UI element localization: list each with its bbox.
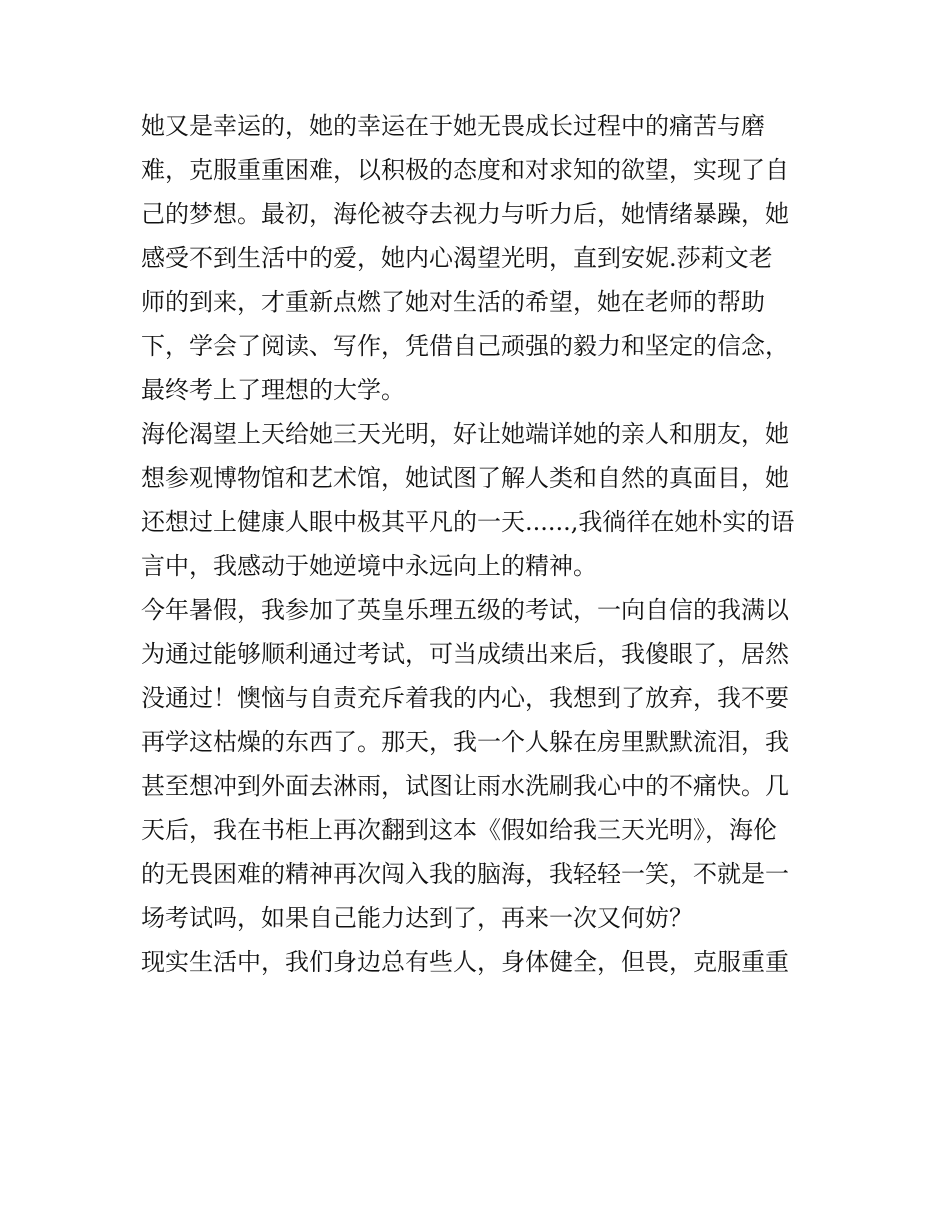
text-line-15: 再学这枯燥的东西了。那天，我一个人躲在房里默默流泪，我 [141, 728, 789, 756]
text-line-18: 的无畏困难的精神再次闯入我的脑海，我轻轻一笑，不就是一 [141, 860, 789, 888]
text-line-19: 场考试吗，如果自己能力达到了，再来一次又何妨？ [141, 904, 693, 932]
text-line-5: 师的到来，才重新点燃了她对生活的希望，她在老师的帮助 [141, 288, 765, 316]
text-line-17: 天后，我在书柜上再次翻到这本《假如给我三天光明》，海伦 [141, 816, 777, 844]
text-line-11: 言中，我感动于她逆境中永远向上的精神。 [141, 552, 597, 580]
text-line-14: 没通过！懊恼与自责充斥着我的内心，我想到了放弃，我不要 [141, 684, 789, 712]
text-line-12: 今年暑假，我参加了英皇乐理五级的考试，一向自信的我满以 [141, 596, 789, 624]
text-line-6: 下，学会了阅读、写作，凭借自己顽强的毅力和坚定的信念， [141, 332, 789, 360]
text-line-20: 现实生活中，我们身边总有些人，身体健全，但畏，克服重重 [141, 948, 789, 976]
text-line-9: 想参观博物馆和艺术馆，她试图了解人类和自然的真面目，她 [141, 464, 789, 492]
text-line-7: 最终考上了理想的大学。 [141, 376, 405, 404]
text-line-2: 难，克服重重困难，以积极的态度和对求知的欲望，实现了自 [141, 156, 789, 184]
body-text [141, 104, 821, 984]
text-line-1: 她又是幸运的，她的幸运在于她无畏成长过程中的痛苦与磨 [141, 112, 765, 140]
text-line-8: 海伦渴望上天给她三天光明，好让她端详她的亲人和朋友，她 [141, 420, 789, 448]
text-line-10: 还想过上健康人眼中极其平凡的一天......,我徜徉在她朴实的语 [141, 508, 795, 536]
text-line-13: 为通过能够顺利通过考试，可当成绩出来后，我傻眼了，居然 [141, 640, 789, 668]
text-line-16: 甚至想冲到外面去淋雨，试图让雨水洗刷我心中的不痛快。几 [141, 772, 789, 800]
text-line-3: 己的梦想。最初，海伦被夺去视力与听力后，她情绪暴躁，她 [141, 200, 789, 228]
text-line-4: 感受不到生活中的爱，她内心渴望光明，直到安妮.莎莉文老 [141, 244, 773, 272]
